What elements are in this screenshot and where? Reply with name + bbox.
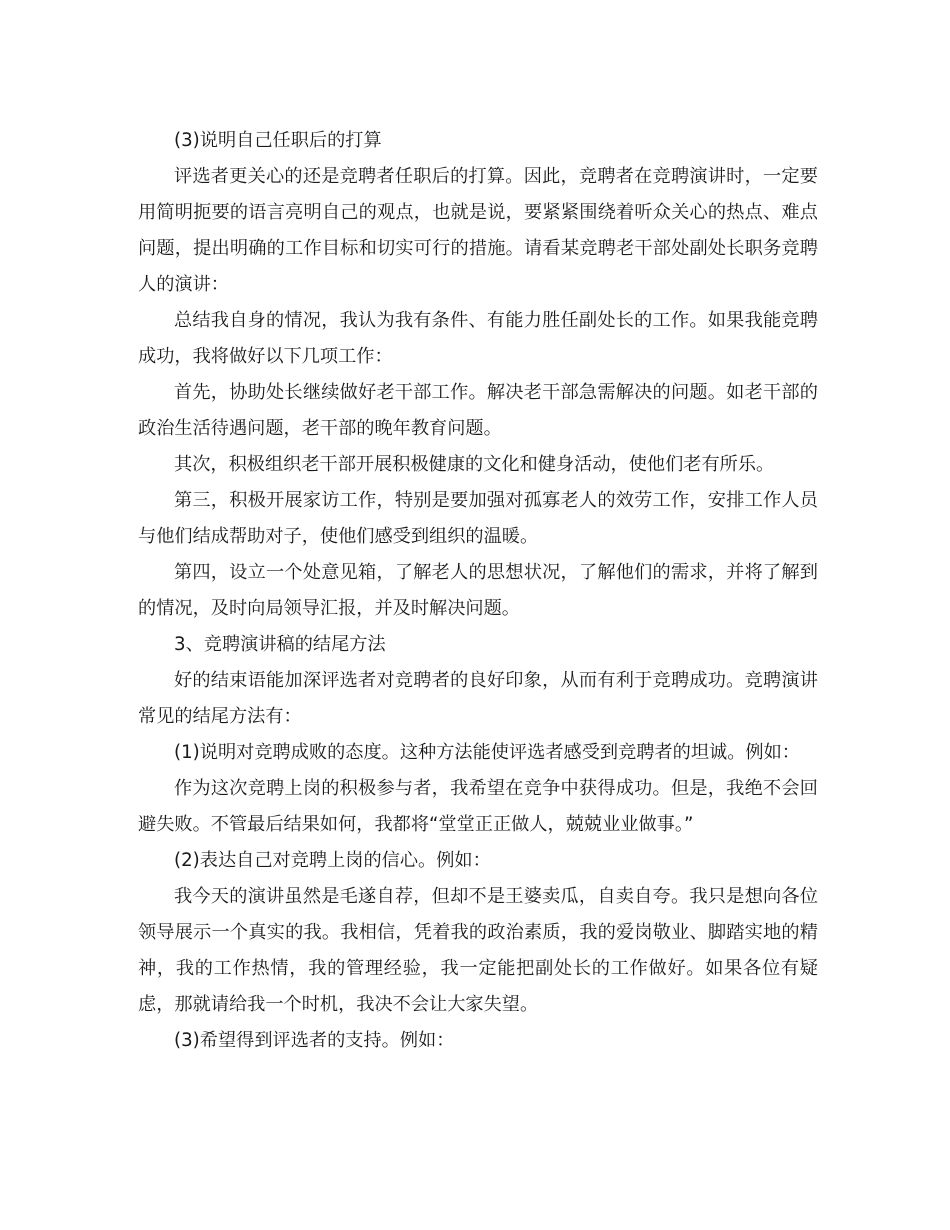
subheading-attitude: (1)说明对竞聘成败的态度。这种方法能使评选者感受到竞聘者的坦诚。例如：	[174, 742, 800, 763]
paragraph-second-task: 其次，积极组织老干部开展积极健康的文化和健身活动，使他们老有所乐。	[174, 454, 775, 475]
document-body	[138, 123, 818, 1059]
subheading-plan-after-appointment: (3)说明自己任职后的打算	[174, 130, 382, 151]
section-heading-ending-methods: 3、竞聘演讲稿的结尾方法	[174, 634, 386, 655]
paragraph-evaluator-concern: 评选者更关心的还是竞聘者任职后的打算。因此，竞聘者在竞聘演讲时，一定要用简明扼要的语言亮明自己的观点，也就是说，要紧紧围绕着听众关心的热点、难点问题，提出明确的工作目标和切实可行的措施。请看某竞聘老干部处副处长职务竞聘人的演讲：	[138, 166, 818, 295]
paragraph-fourth-task: 第四，设立一个处意见箱，了解老人的思想状况，了解他们的需求，并将了解到的情况，及时向局领导汇报，并及时解决问题。	[138, 562, 818, 619]
paragraph-third-task: 第三，积极开展家访工作，特别是要加强对孤寡老人的效劳工作，安排工作人员与他们结成帮助对子，使他们感受到组织的温暖。	[138, 490, 818, 547]
paragraph-attitude-example: 作为这次竞聘上岗的积极参与者，我希望在竞争中获得成功。但是，我绝不会回避失败。不管最后结果如何，我都将“堂堂正正做人，兢兢业业做事。”	[138, 778, 818, 835]
subheading-confidence: (2)表达自己对竞聘上岗的信心。例如：	[174, 850, 491, 871]
paragraph-first-task: 首先，协助处长继续做好老干部工作。解决老干部急需解决的问题。如老干部的政治生活待遇问题，老干部的晚年教育问题。	[138, 382, 818, 439]
subheading-support: (3)希望得到评选者的支持。例如：	[174, 1030, 455, 1051]
paragraph-self-summary: 总结我自身的情况，我认为我有条件、有能力胜任副处长的工作。如果我能竞聘成功，我将做好以下几项工作：	[138, 310, 818, 367]
paragraph-confidence-example: 我今天的演讲虽然是毛遂自荐，但却不是王婆卖瓜，自卖自夸。我只是想向各位领导展示一个真实的我。我相信，凭着我的政治素质，我的爱岗敬业、脚踏实地的精神，我的工作热情，我的管理经验，我一定能把副处长的工作做好。如果各位有疑虑，那就请给我一个时机，我决不会让大家失望。	[138, 886, 818, 1015]
paragraph-ending-intro: 好的结束语能加深评选者对竞聘者的良好印象，从而有利于竞聘成功。竞聘演讲常见的结尾方法有：	[138, 670, 818, 727]
